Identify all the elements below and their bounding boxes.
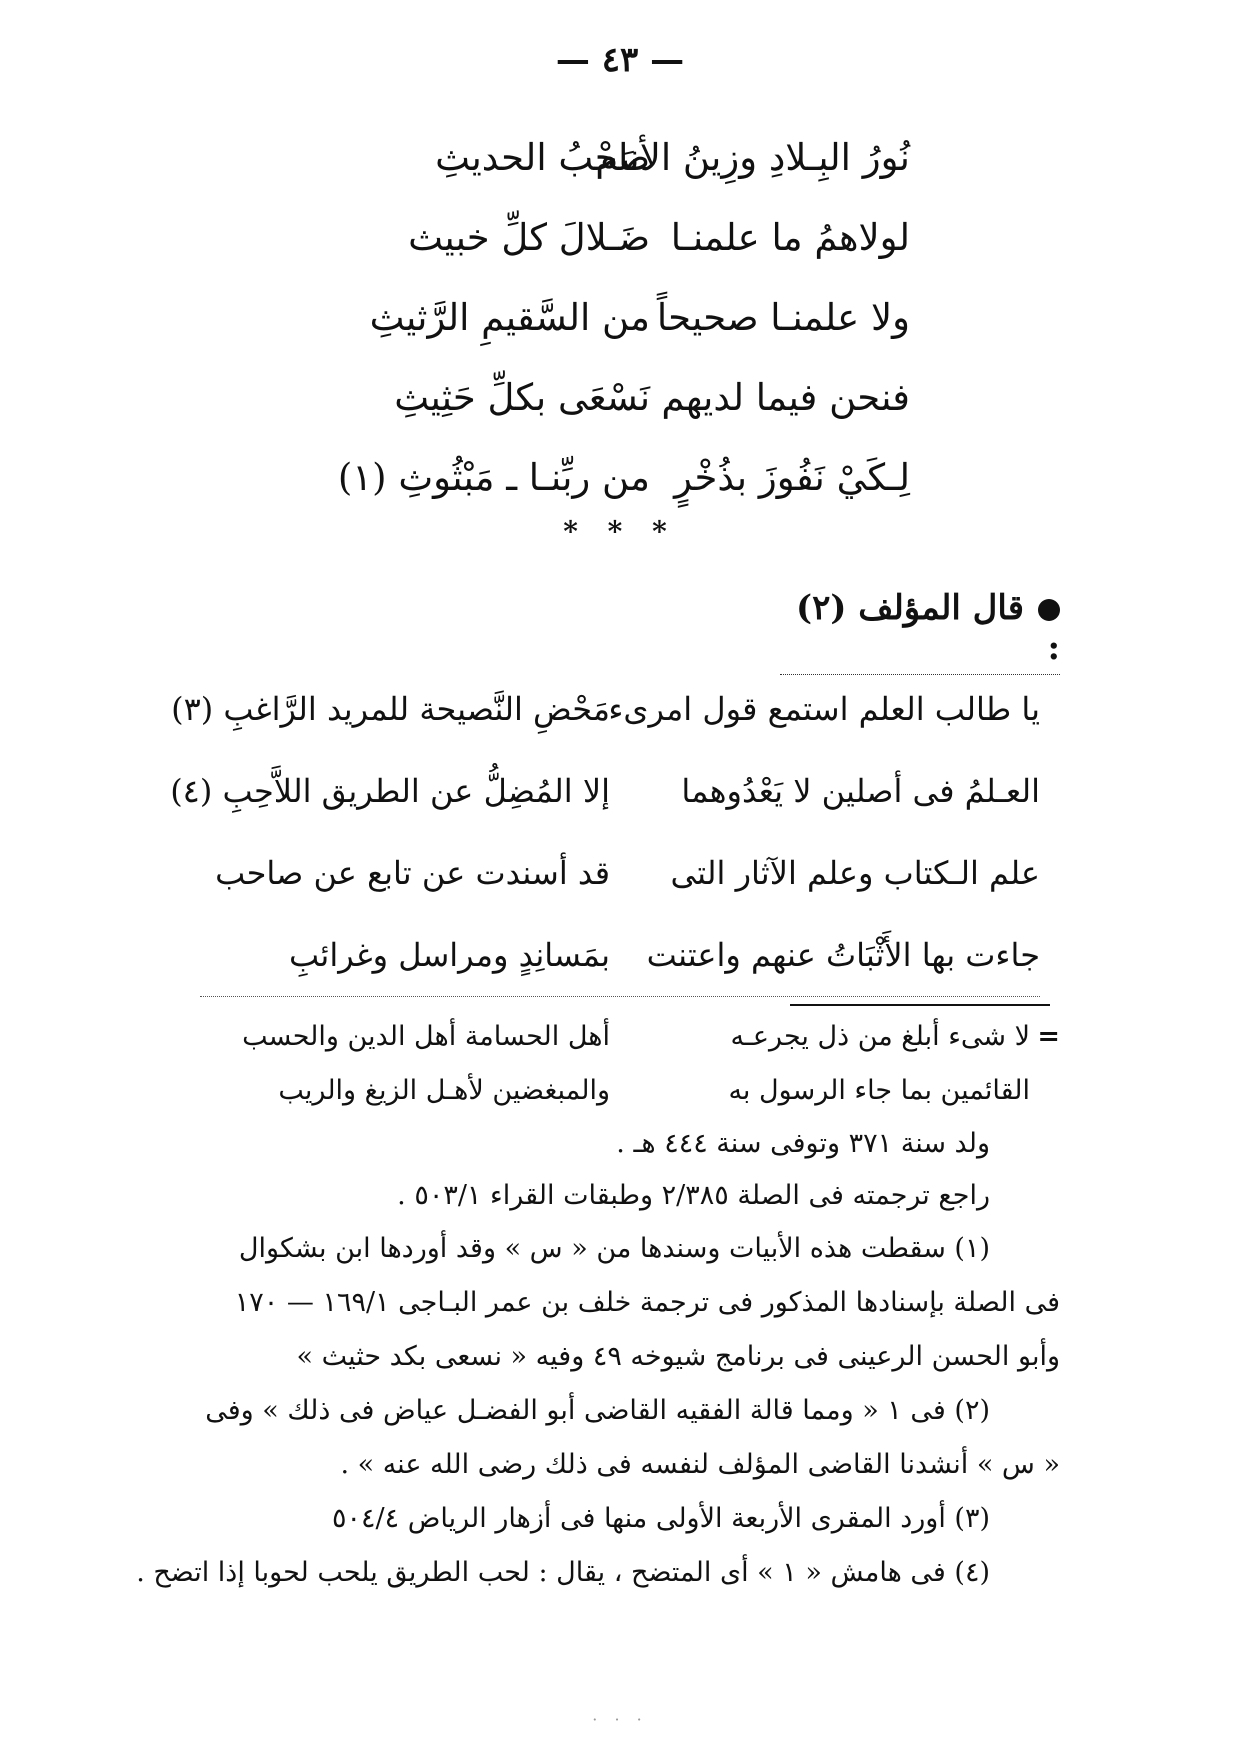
footnote-line: (٢) فى ١ « ومما قالة الفقيه القاضى أبو الفضـل عياض فى ذلك » وفى	[205, 1395, 990, 1426]
poem-line	[200, 832, 1040, 914]
poem-line	[330, 198, 910, 278]
footnotes-area	[136, 1010, 1060, 1600]
bullet-icon	[1038, 599, 1060, 621]
hemistich-1: يا طالب العلم استمع قول امرىء	[608, 690, 1040, 728]
hemistich-1: لا شىء أبلغ من ذل يجرعـه	[730, 1021, 1030, 1052]
poem-line	[330, 278, 910, 358]
footnote-1	[210, 1222, 1060, 1384]
hemistich-1: فنحن فيما لديهم	[661, 376, 910, 419]
continued-verse-line	[210, 1064, 1060, 1118]
hemistich-2: من ربِّنـا ـ مَبْثُوثِ (١)	[337, 456, 650, 499]
hemistich-2: إلا المُضِلُّ عن الطريق اللاَّحِبِ (٤)	[170, 772, 610, 810]
footnote-line: (١) سقطت هذه الأبيات وسندها من « س » وقد أوردها ابن بشكوال	[238, 1233, 990, 1264]
bottom-margin-dots: · · ·	[592, 1710, 648, 1729]
poem-line	[330, 438, 910, 518]
poem-1	[330, 118, 910, 518]
hemistich-1: علم الـكتاب وعلم الآثار التى	[670, 854, 1040, 892]
author-heading-text: قال المؤلف (٢) :	[795, 588, 1060, 668]
hemistich-1: ولا علمنـا صحيحاً	[656, 296, 910, 339]
hemistich-2: مَحْضِ النَّصيحة للمريد الرَّاغبِ (٣)	[171, 690, 610, 728]
hemistich-1: العـلمُ فى أصلين لا يَعْدُوهما	[681, 772, 1040, 810]
poem-line	[330, 358, 910, 438]
birth-death-note: ولد سنة ٣٧١ وتوفى سنة ٤٤٤ هـ .	[616, 1128, 990, 1159]
poem-line	[170, 750, 1040, 832]
poem-2	[170, 668, 1040, 997]
hemistich-2: ضَـلالَ كلِّ خبيث	[408, 216, 650, 259]
footnote-2	[205, 1384, 1060, 1492]
hemistich-2: قد أسندت عن تابع عن صاحب	[215, 854, 610, 892]
section-divider-stars: * * *	[563, 515, 677, 548]
footnote-4	[136, 1546, 1060, 1600]
hemistich-2: بمَسانِدٍ ومراسل وغرائبِ	[289, 936, 610, 974]
footnote-line: وأبو الحسن الرعينى فى برنامج شيوخه ٤٩ وفيه « نسعى بكد حثيث »	[296, 1341, 1060, 1372]
hemistich-2: والمبغضين لأهـل الزيغ والريب	[278, 1075, 610, 1106]
continuation-mark: =	[1037, 1021, 1060, 1052]
continued-verse-line	[210, 1010, 1060, 1064]
poem-line	[200, 914, 1040, 997]
hemistich-2: نَسْعَى بكلِّ حَثِيثِ	[394, 376, 650, 419]
footnote-separator	[790, 1004, 1050, 1006]
hemistich-2: صَحْبُ الحديثِ	[435, 136, 650, 179]
reference-note: راجع ترجمته فى الصلة ٢/٣٨٥ وطبقات القراء ٥٠٣/١ .	[397, 1180, 990, 1211]
footnote-line: « س » أنشدنا القاضى المؤلف لنفسه فى ذلك رضى الله عنه » .	[340, 1449, 1060, 1480]
hemistich-2: أهل الحسامة أهل الدين والحسب	[242, 1021, 610, 1052]
footnote-line: فى الصلة بإسنادها المذكور فى ترجمة خلف بن عمر البـاجى ١٦٩/١ — ١٧٠	[234, 1287, 1060, 1318]
hemistich-1: القائمين بما جاء الرسول به	[728, 1075, 1030, 1106]
poem-line	[171, 668, 1040, 750]
hemistich-1: نُورُ البِـلادِ وزِينُ الأنام	[595, 136, 910, 179]
hemistich-1: لولاهمُ ما علمنـا	[670, 216, 910, 259]
footnote-3	[210, 1492, 1060, 1546]
hemistich-2: من السَّقيمِ الرَّثيثِ	[369, 296, 650, 339]
page-number: — ٤٣ —	[555, 40, 685, 80]
hemistich-1: لِـكَيْ نَفُوزَ بذُخْرٍ	[674, 456, 910, 499]
footnote-line: (٣) أورد المقرى الأربعة الأولى منها فى أزهار الرياض ٥٠٤/٤	[332, 1503, 990, 1534]
hemistich-1: جاءت بها الأَثْبَاتُ عنهم واعتنت	[646, 936, 1040, 974]
poem-line	[330, 118, 910, 198]
footnote-line: (٤) فى هامش « ١ » أى المتضح ، يقال : لحب الطريق يلحب لحوبا إذا اتضح .	[136, 1557, 990, 1588]
author-heading	[780, 588, 1060, 675]
